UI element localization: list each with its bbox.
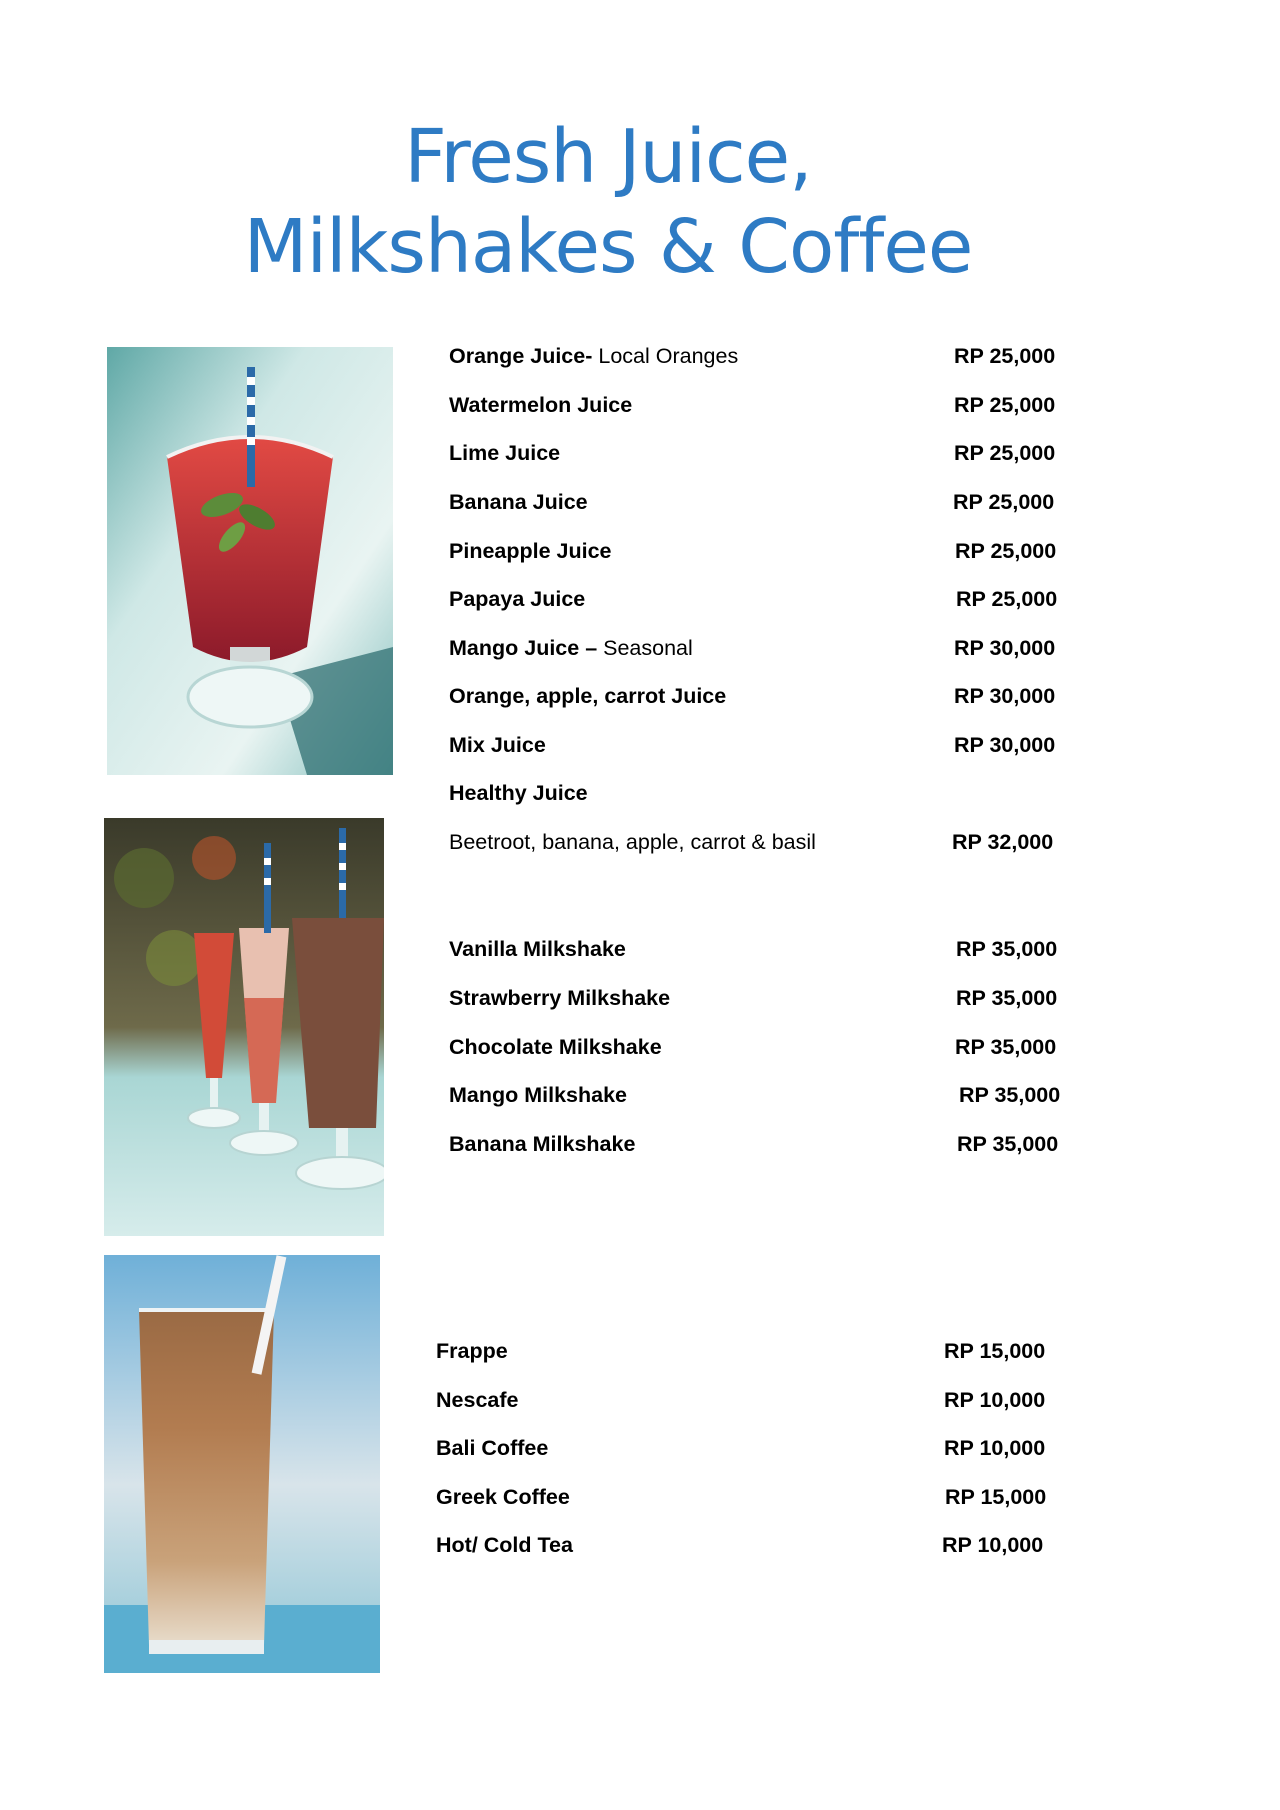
menu-item	[449, 1124, 1069, 1164]
iced-coffee-photo	[104, 1255, 380, 1673]
title-line-1: Fresh Juice,	[404, 114, 812, 200]
item-price: RP 25,000	[955, 539, 1057, 563]
item-price: RP 10,000	[942, 1533, 1044, 1557]
item-price: RP 25,000	[954, 393, 1056, 417]
menu-item	[449, 336, 1059, 376]
item-name: Chocolate Milkshake	[449, 1035, 662, 1059]
item-price: RP 25,000	[954, 344, 1056, 368]
page-title	[0, 112, 1216, 292]
menu-item	[449, 579, 1059, 619]
item-price: RP 35,000	[956, 937, 1058, 961]
item-note: Local Oranges	[592, 344, 739, 368]
title-line-2: Milkshakes & Coffee	[243, 204, 973, 290]
item-note: Seasonal	[597, 636, 693, 660]
menu-item	[449, 385, 1059, 425]
item-name: Mango Milkshake	[449, 1083, 628, 1107]
item-price: RP 25,000	[956, 587, 1058, 611]
item-name: Frappe	[436, 1339, 508, 1363]
item-price: RP 10,000	[944, 1436, 1046, 1460]
item-name: Orange Juice-	[449, 344, 593, 368]
item-name: Orange, apple, carrot Juice	[449, 684, 727, 708]
menu-item	[436, 1380, 1056, 1420]
item-price: RP 30,000	[954, 636, 1056, 660]
item-name: Hot/ Cold Tea	[436, 1533, 573, 1557]
item-name: Watermelon Juice	[449, 393, 633, 417]
menu-item	[449, 1027, 1069, 1067]
menu-item	[436, 1525, 1056, 1565]
item-price: RP 25,000	[953, 490, 1055, 514]
menu-item	[449, 725, 1059, 765]
item-name: Mango Juice –	[449, 636, 598, 660]
menu-item	[449, 1075, 1069, 1115]
item-price: RP 30,000	[954, 733, 1056, 757]
menu-item	[449, 433, 1059, 473]
item-price: RP 35,000	[955, 1035, 1057, 1059]
item-name: Strawberry Milkshake	[449, 986, 671, 1010]
item-price: RP 25,000	[954, 441, 1056, 465]
menu-item	[449, 482, 1059, 522]
item-price: RP 35,000	[959, 1083, 1061, 1107]
item-name: Vanilla Milkshake	[449, 937, 626, 961]
section-heading-healthy	[449, 773, 1059, 813]
item-name: Healthy Juice	[449, 781, 588, 805]
item-price: RP 30,000	[954, 684, 1056, 708]
milkshakes-photo	[104, 818, 384, 1236]
item-name: Banana Juice	[449, 490, 588, 514]
item-name: Bali Coffee	[436, 1436, 549, 1460]
menu-item	[449, 676, 1059, 716]
menu-item	[436, 1428, 1056, 1468]
item-name: Nescafe	[436, 1388, 519, 1412]
item-name: Mix Juice	[449, 733, 546, 757]
menu-item	[449, 628, 1059, 668]
item-price: RP 35,000	[956, 986, 1058, 1010]
item-name: Lime Juice	[449, 441, 561, 465]
menu-item	[449, 531, 1059, 571]
menu-item	[449, 929, 1069, 969]
item-name: Greek Coffee	[436, 1485, 570, 1509]
menu-item	[436, 1477, 1056, 1517]
item-price: RP 15,000	[945, 1485, 1047, 1509]
menu-item	[449, 822, 1059, 862]
item-price: RP 15,000	[944, 1339, 1046, 1363]
menu-item	[436, 1331, 1056, 1371]
item-price: RP 10,000	[944, 1388, 1046, 1412]
item-price: RP 32,000	[952, 830, 1054, 854]
item-description: Beetroot, banana, apple, carrot & basil	[449, 830, 816, 854]
item-price: RP 35,000	[957, 1132, 1059, 1156]
item-name: Papaya Juice	[449, 587, 586, 611]
menu-item	[449, 978, 1069, 1018]
red-juice-photo	[107, 347, 393, 775]
item-name: Pineapple Juice	[449, 539, 612, 563]
item-name: Banana Milkshake	[449, 1132, 636, 1156]
